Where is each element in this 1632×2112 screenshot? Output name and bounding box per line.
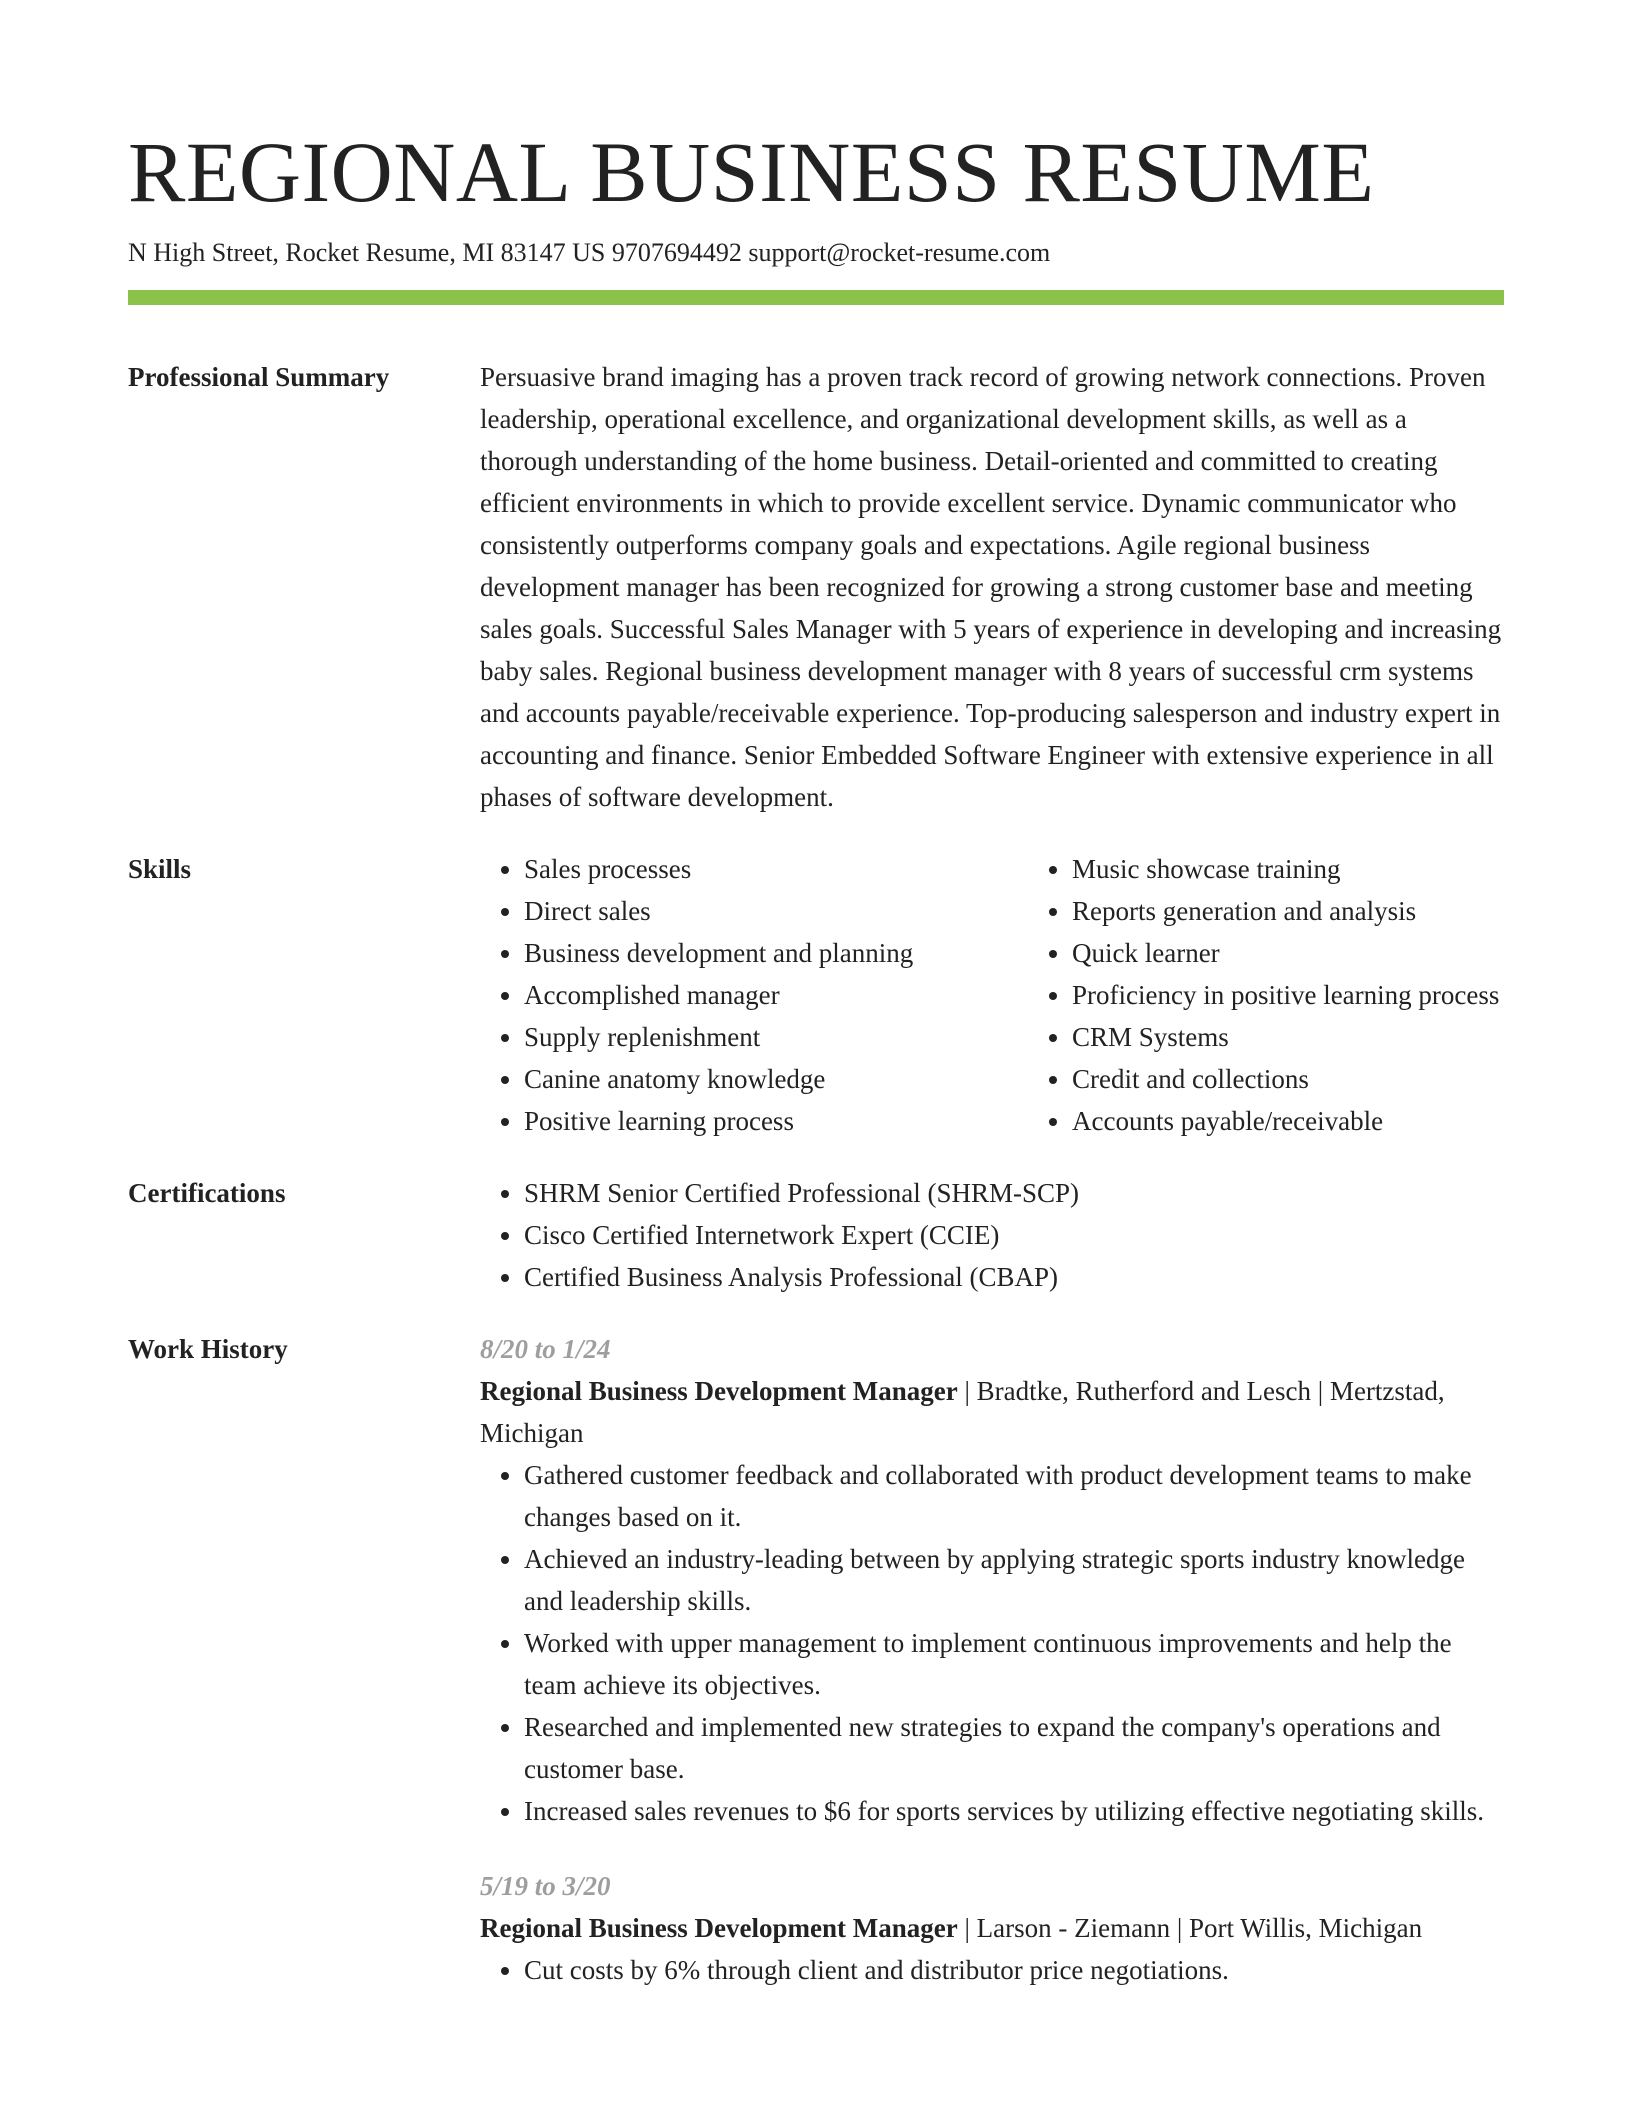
section-label-work-history: Work History [128,1334,288,1364]
job-bullets [480,1454,1504,1832]
job-bullet: • Cut costs by 6% through client and distributor price negotiations. [524,1949,1504,1991]
skills-list-left [480,848,1028,1142]
skill-item: • Business development and planning [524,932,1028,974]
certification-item: • SHRM Senior Certified Professional (SHRM-SCP) [524,1172,1504,1214]
job-dates: 8/20 to 1/24 [480,1334,611,1364]
job-entry [480,1328,1504,1832]
job-title: Regional Business Development Manager [480,1376,958,1406]
job-heading [480,1907,1504,1949]
summary-text: Persuasive brand imaging has a proven track record of growing network connections. Proven leadership, operational excellence, and organizational development skills, as well as a thorough understanding of the home business. Detail-oriented and committed to creating efficient environments in which to provide excellent service. Dynamic communicator who consistently outperforms company goals and expectations. Agile regional business development manager has been recognized for growing a strong customer base and meeting sales goals. Successful Sales Manager with 5 years of experience in developing and increasing baby sales. Regional business development manager with 8 years of successful crm systems and accounts payable/receivable experience. Top-producing salesperson and industry expert in accounting and finance. Senior Embedded Software Engineer with extensive experience in all phases of software development. [480,362,1502,812]
section-work-history [128,1328,1504,1991]
resume-title: REGIONAL BUSINESS RESUME [128,124,1375,220]
skill-item: • Supply replenishment [524,1016,1028,1058]
job-dates: 5/19 to 3/20 [480,1871,611,1901]
skill-item: • Positive learning process [524,1100,1028,1142]
skill-item: • Quick learner [1072,932,1504,974]
skill-item: • Sales processes [524,848,1028,890]
contact-line: N High Street, Rocket Resume, MI 83147 US 9707694492 support@rocket-resume.com [128,238,1051,267]
skill-item: • Credit and collections [1072,1058,1504,1100]
skills-list-right [1028,848,1504,1142]
section-professional-summary [128,356,1504,818]
job-bullet: • Gathered customer feedback and collaborated with product development teams to make changes based on it. [524,1454,1504,1538]
skill-item: • Proficiency in positive learning process [1072,974,1504,1016]
section-label-summary: Professional Summary [128,362,390,392]
certification-item: • Cisco Certified Internetwork Expert (CCIE) [524,1214,1504,1256]
section-skills [128,848,1504,1142]
section-label-certifications: Certifications [128,1178,286,1208]
skill-item: • Accounts payable/receivable [1072,1100,1504,1142]
header-divider [128,290,1504,305]
job-title: Regional Business Development Manager [480,1913,958,1943]
skill-item: • Accomplished manager [524,974,1028,1016]
skill-item: • Music showcase training [1072,848,1504,890]
certification-item: • Certified Business Analysis Professional (CBAP) [524,1256,1504,1298]
job-bullets [480,1949,1504,1991]
job-company-location: | Bradtke, Rutherford and Lesch | Mertzstad, Michigan [480,1376,1445,1448]
skill-item: • Canine anatomy knowledge [524,1058,1028,1100]
job-entry [480,1865,1504,1991]
skill-item: • CRM Systems [1072,1016,1504,1058]
skill-item: • Direct sales [524,890,1028,932]
job-bullet: • Worked with upper management to implement continuous improvements and help the team achieve its objectives. [524,1622,1504,1706]
job-company-location: | Larson - Ziemann | Port Willis, Michigan [957,1913,1423,1943]
section-label-skills: Skills [128,854,192,884]
job-bullet: • Increased sales revenues to $6 for sports services by utilizing effective negotiating skills. [524,1790,1504,1832]
job-bullet: • Researched and implemented new strategies to expand the company's operations and customer base. [524,1706,1504,1790]
skill-item: • Reports generation and analysis [1072,890,1504,932]
resume-page [128,118,1504,1991]
section-certifications [128,1172,1504,1298]
job-bullet: • Achieved an industry-leading between by applying strategic sports industry knowledge and leadership skills. [524,1538,1504,1622]
job-heading [480,1370,1504,1454]
certifications-list [480,1172,1504,1298]
